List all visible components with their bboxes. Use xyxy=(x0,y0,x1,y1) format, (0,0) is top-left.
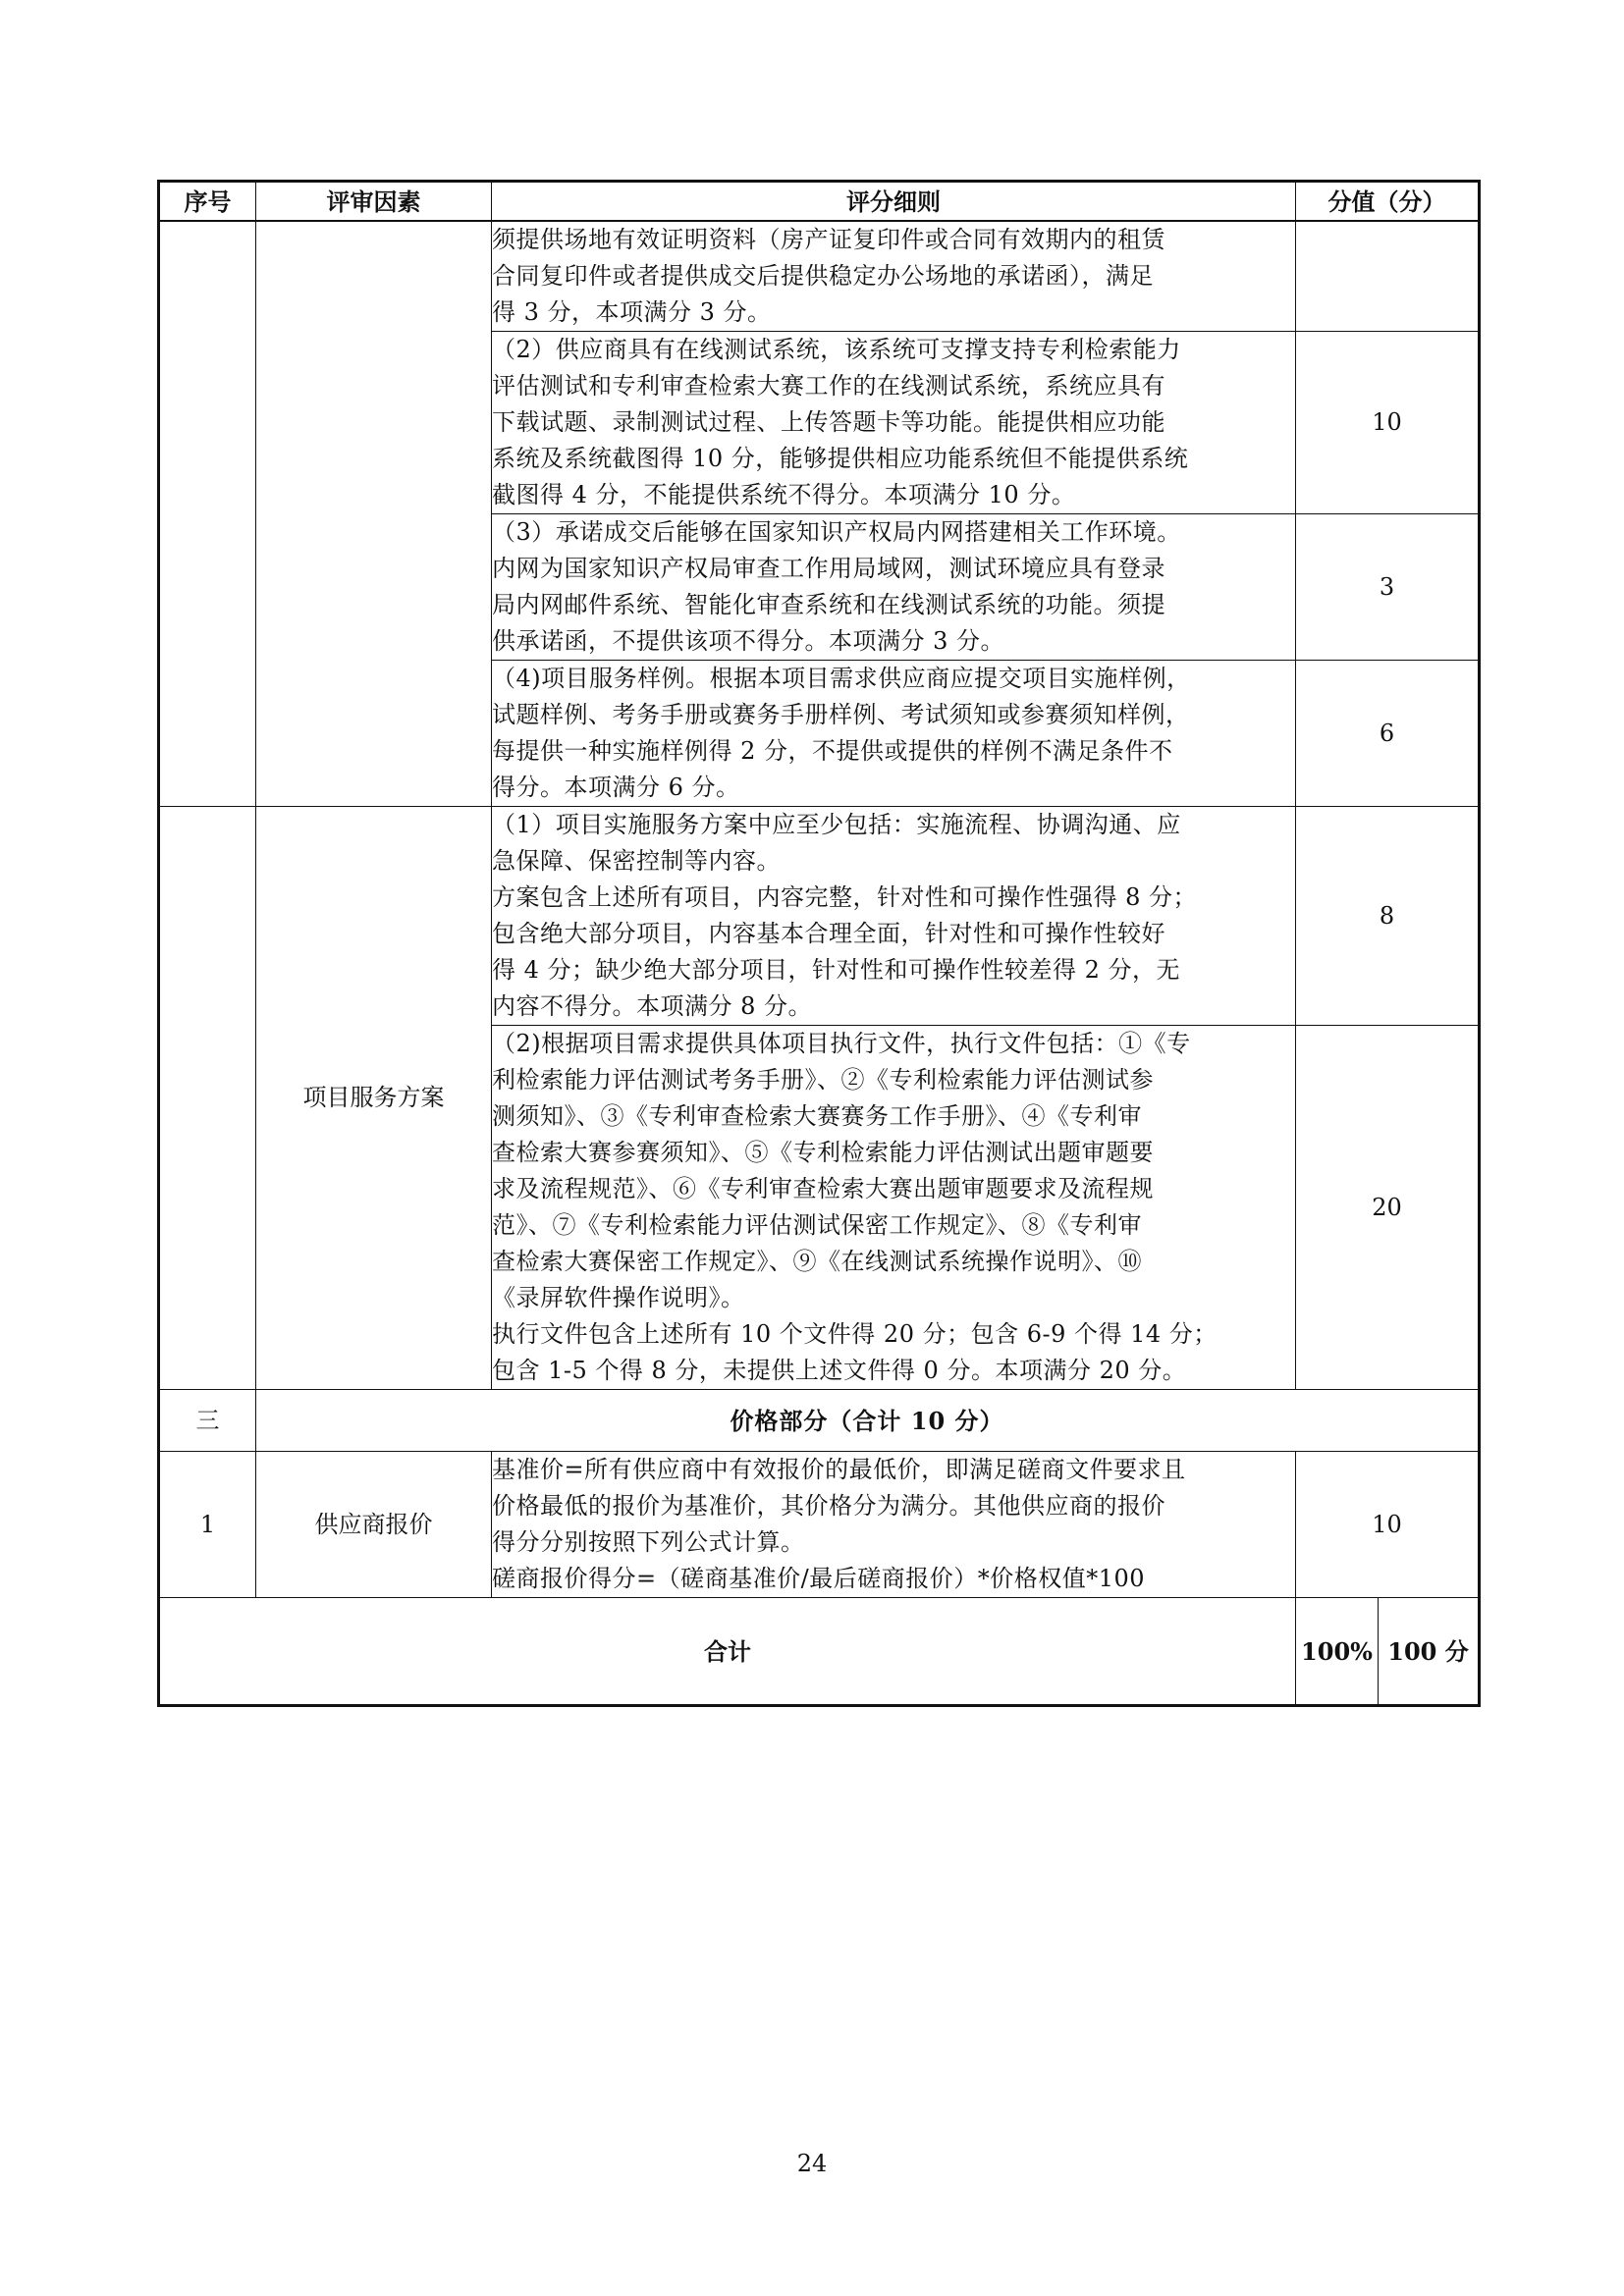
page-number: 24 xyxy=(796,2150,828,2177)
factor-cell-service-plan: 项目服务方案 xyxy=(256,807,492,1390)
detail-line: （2)根据项目需求提供具体项目执行文件，执行文件包括：①《专 xyxy=(492,1030,1191,1057)
detail-line: 供承诺函，不提供该项不得分。本项满分 3 分。 xyxy=(492,627,1005,655)
detail-cell-venue-cont xyxy=(492,221,1296,332)
detail-line: 得分分别按照下列公式计算。 xyxy=(492,1528,805,1556)
detail-line: 内网为国家知识产权局审查工作用局域网，测试环境应具有登录 xyxy=(492,555,1165,582)
detail-line: 《录屏软件操作说明》。 xyxy=(492,1284,745,1311)
section-title: 价格部分（合计 10 分） xyxy=(256,1390,1480,1452)
detail-line: 每提供一种实施样例得 2 分，不提供或提供的样例不满足条件不 xyxy=(492,737,1173,765)
detail-line: 内容不得分。本项满分 8 分。 xyxy=(492,992,813,1020)
detail-line: 得 3 分，本项满分 3 分。 xyxy=(492,298,772,326)
detail-line: 须提供场地有效证明资料（房产证复印件或合同有效期内的租赁 xyxy=(492,226,1165,253)
score-cell: 10 xyxy=(1296,332,1480,514)
detail-line: 测须知》、③《专利审查检索大赛赛务工作手册》、④《专利审 xyxy=(492,1102,1142,1130)
detail-line: 急保障、保密控制等内容。 xyxy=(492,847,781,875)
detail-line: 局内网邮件系统、智能化审查系统和在线测试系统的功能。须提 xyxy=(492,591,1165,618)
detail-line: 得 4 分；缺少绝大部分项目，针对性和可操作性较差得 2 分，无 xyxy=(492,956,1181,984)
detail-cell-plan xyxy=(492,807,1296,1026)
total-percent: 100% xyxy=(1296,1598,1379,1706)
detail-line: 方案包含上述所有项目，内容完整，针对性和可操作性强得 8 分； xyxy=(492,883,1198,911)
score-cell: 20 xyxy=(1296,1026,1480,1390)
total-row xyxy=(159,1598,1480,1706)
factor-cell-quote: 供应商报价 xyxy=(256,1452,492,1598)
detail-cell-samples xyxy=(492,661,1296,807)
header-seq: 序号 xyxy=(159,182,256,222)
detail-line: （4)项目服务样例。根据本项目需求供应商应提交项目实施样例， xyxy=(492,665,1191,692)
table-row xyxy=(159,807,1480,1026)
detail-line: 查检索大赛保密工作规定》、⑨《在线测试系统操作说明》、⑩ xyxy=(492,1248,1142,1275)
detail-line: 截图得 4 分，不能提供系统不得分。本项满分 10 分。 xyxy=(492,481,1076,508)
detail-line: 查检索大赛参赛须知》、⑤《专利检索能力评估测试出题审题要 xyxy=(492,1139,1154,1166)
detail-line: 包含绝大部分项目，内容基本合理全面，针对性和可操作性较好 xyxy=(492,920,1165,947)
detail-cell-intranet xyxy=(492,514,1296,661)
seq-cell-empty xyxy=(159,221,256,807)
score-cell-empty xyxy=(1296,221,1480,332)
score-cell: 3 xyxy=(1296,514,1480,661)
score-cell: 8 xyxy=(1296,807,1480,1026)
detail-line: 求及流程规范》、⑥《专利审查检索大赛出题审题要求及流程规 xyxy=(492,1175,1154,1202)
total-label: 合计 xyxy=(159,1598,1296,1706)
seq-cell: 1 xyxy=(159,1452,256,1598)
detail-line: （1）项目实施服务方案中应至少包括：实施流程、协调沟通、应 xyxy=(492,811,1181,838)
detail-line: （2）供应商具有在线测试系统，该系统可支撑支持专利检索能力 xyxy=(492,336,1181,363)
detail-cell-online-system xyxy=(492,332,1296,514)
detail-line: 系统及系统截图得 10 分，能够提供相应功能系统但不能提供系统 xyxy=(492,445,1189,472)
detail-line: 合同复印件或者提供成交后提供稳定办公场地的承诺函），满足 xyxy=(492,262,1154,290)
table-row xyxy=(159,221,1480,332)
score-cell: 6 xyxy=(1296,661,1480,807)
detail-line: 得分。本项满分 6 分。 xyxy=(492,774,740,801)
detail-line: 试题样例、考务手册或赛务手册样例、考试须知或参赛须知样例， xyxy=(492,701,1190,728)
detail-line: 下载试题、录制测试过程、上传答题卡等功能。能提供相应功能 xyxy=(492,408,1165,436)
detail-line: 包含 1-5 个得 8 分，未提供上述文件得 0 分。本项满分 20 分。 xyxy=(492,1357,1187,1384)
detail-line: 价格最低的报价为基准价，其价格分为满分。其他供应商的报价 xyxy=(492,1492,1165,1520)
detail-cell-documents xyxy=(492,1026,1296,1390)
seq-cell-empty xyxy=(159,807,256,1390)
table-header-row xyxy=(159,182,1480,222)
section-row xyxy=(159,1390,1480,1452)
header-score: 分值（分） xyxy=(1296,182,1480,222)
table-row xyxy=(159,1452,1480,1598)
detail-line: 范》、⑦《专利检索能力评估测试保密工作规定》、⑧《专利审 xyxy=(492,1211,1142,1239)
detail-line: 执行文件包含上述所有 10 个文件得 20 分；包含 6-9 个得 14 分； xyxy=(492,1320,1218,1348)
scoring-table xyxy=(157,180,1481,1707)
detail-cell-quote xyxy=(492,1452,1296,1598)
header-detail: 评分细则 xyxy=(492,182,1296,222)
score-cell: 10 xyxy=(1296,1452,1480,1598)
section-seq: 三 xyxy=(159,1390,256,1452)
detail-line: 磋商报价得分=（磋商基准价/最后磋商报价）*价格权值*100 xyxy=(492,1565,1146,1592)
detail-line: 评估测试和专利审查检索大赛工作的在线测试系统，系统应具有 xyxy=(492,372,1165,400)
detail-line: 基准价=所有供应商中有效报价的最低价，即满足磋商文件要求且 xyxy=(492,1456,1186,1483)
detail-line: 利检索能力评估测试考务手册》、②《专利检索能力评估测试参 xyxy=(492,1066,1154,1094)
factor-cell-empty xyxy=(256,221,492,807)
header-factor: 评审因素 xyxy=(256,182,492,222)
total-points: 100 分 xyxy=(1379,1598,1480,1706)
detail-line: （3）承诺成交后能够在国家知识产权局内网搭建相关工作环境。 xyxy=(492,518,1181,546)
